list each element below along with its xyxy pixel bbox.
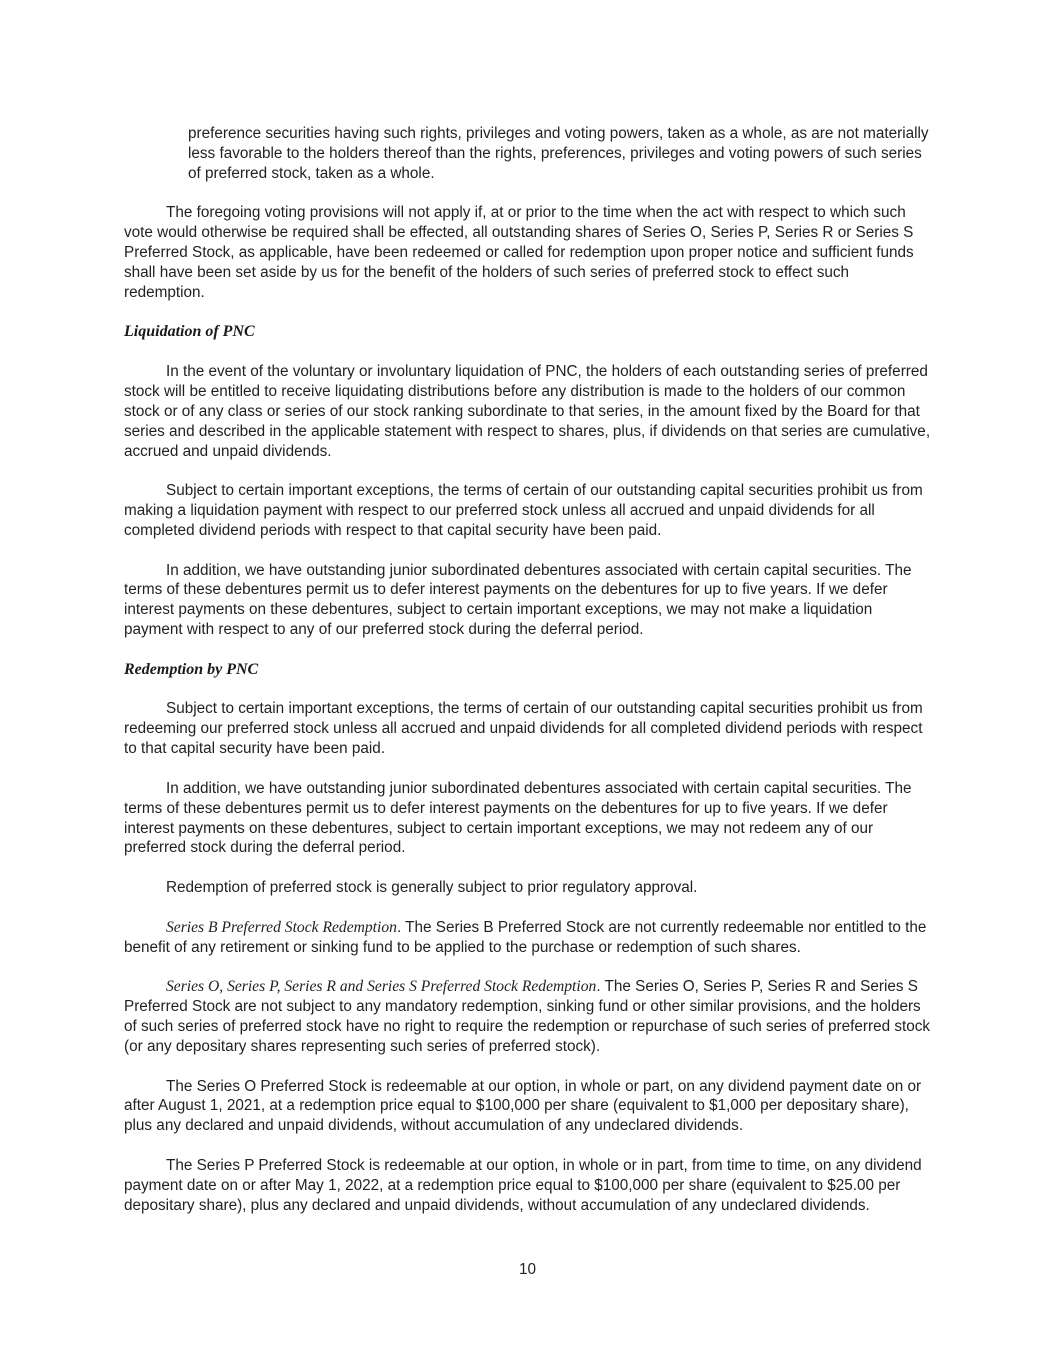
document-page (124, 124, 932, 1235)
series-o-redemption-paragraph: The Series O Preferred Stock is redeemable at our option, in whole or part, on any dividend payment date on or after August 1, 2021, at a redemption price equal to $100,000 per share (equivalent to $1,000 per depositary share), plus any declared and unpaid dividends, without accumulation of any undeclared dividends. (124, 1077, 922, 1135)
series-oprs-redemption-text: . The Series O, Series P, Series R and Series S Preferred Stock are not subject to any mandatory redemption, sinking fund or other similar provisions, and the holders of such series of preferred stock have no right to require the redemption or repurchase of such series of preferred stock (or any depositary shares representing such series of preferred stock). (124, 978, 931, 1055)
liquidation-heading: Liquidation of PNC (124, 323, 255, 341)
redemption-paragraph-2: In addition, we have outstanding junior subordinated debentures associated with certain capital securities. The terms of these debentures permit us to defer interest payments on the debentures for up to five years. If we defer interest payments on these debentures, subject to certain important exceptions, we may not redeem any of our preferred stock during the deferral period. (124, 779, 912, 857)
series-b-redemption-text: . The Series B Preferred Stock are not currently redeemable nor entitled to the benefit of any retirement or sinking fund to be applied to the purchase or redemption of such shares. (124, 918, 927, 956)
series-oprs-redemption-title: Series O, Series P, Series R and Series S Preferred Stock Redemption (166, 978, 597, 996)
liquidation-paragraph-1: In the event of the voluntary or involuntary liquidation of PNC, the holders of each outstanding series of preferred stock will be entitled to receive liquidating distributions before any distribution is made to the holders of our common stock or of any class or series of our stock ranking subordinate to that series, in the amount fixed by the Board for that series and described in the applicable statement with respect to shares, plus, if dividends on that series are cumulative, accrued and unpaid dividends. (124, 363, 931, 460)
continuation-paragraph: preference securities having such rights, privileges and voting powers, taken as a whole, as are not materially less favorable to the holders thereof than the rights, preferences, privileges and voting powers of such series of preferred stock, taken as a whole. (188, 125, 929, 182)
redemption-heading: Redemption by PNC (124, 660, 259, 678)
page-number: 10 (518, 1261, 536, 1278)
series-oprs-redemption-paragraph (124, 977, 932, 1056)
liquidation-paragraph-3: In addition, we have outstanding junior subordinated debentures associated with certain capital securities. The terms of these debentures permit us to defer interest payments on the debentures for up to five years. If we defer interest payments on these debentures, subject to certain important exceptions, we may not make a liquidation payment with respect to any of our preferred stock during the deferral period. (124, 561, 912, 639)
redemption-paragraph-1: Subject to certain important exceptions, the terms of certain of our outstanding capital securities prohibit us from redeeming our preferred stock unless all accrued and unpaid dividends for all completed dividend periods with respect to that capital security have been paid. (124, 700, 923, 758)
series-b-redemption-title: Series B Preferred Stock Redemption (166, 918, 397, 936)
redemption-paragraph-3: Redemption of preferred stock is generally subject to prior regulatory approval. (166, 879, 698, 897)
voting-provisions-paragraph: The foregoing voting provisions will not apply if, at or prior to the time when the act with respect to which such vote would otherwise be required shall be effected, all outstanding shares of Series O, Series P, Series R or Series S Preferred Stock, as applicable, have been redeemed or called for redemption upon proper notice and sufficient funds shall have been set aside by us for the benefit of the holders of such series of preferred stock to effect such redemption. (124, 204, 914, 301)
series-b-redemption-paragraph (124, 918, 932, 958)
series-p-redemption-paragraph: The Series P Preferred Stock is redeemable at our option, in whole or in part, from time to time, on any dividend payment date on or after May 1, 2022, at a redemption price equal to $100,000 per share (equivalent to $25.00 per depositary share), plus any declared and unpaid dividends, without accumulation of any undeclared dividends. (124, 1156, 922, 1214)
liquidation-paragraph-2: Subject to certain important exceptions, the terms of certain of our outstanding capital securities prohibit us from making a liquidation payment with respect to our preferred stock unless all accrued and unpaid dividends for all completed dividend periods with respect to that capital security have been paid. (124, 482, 923, 539)
